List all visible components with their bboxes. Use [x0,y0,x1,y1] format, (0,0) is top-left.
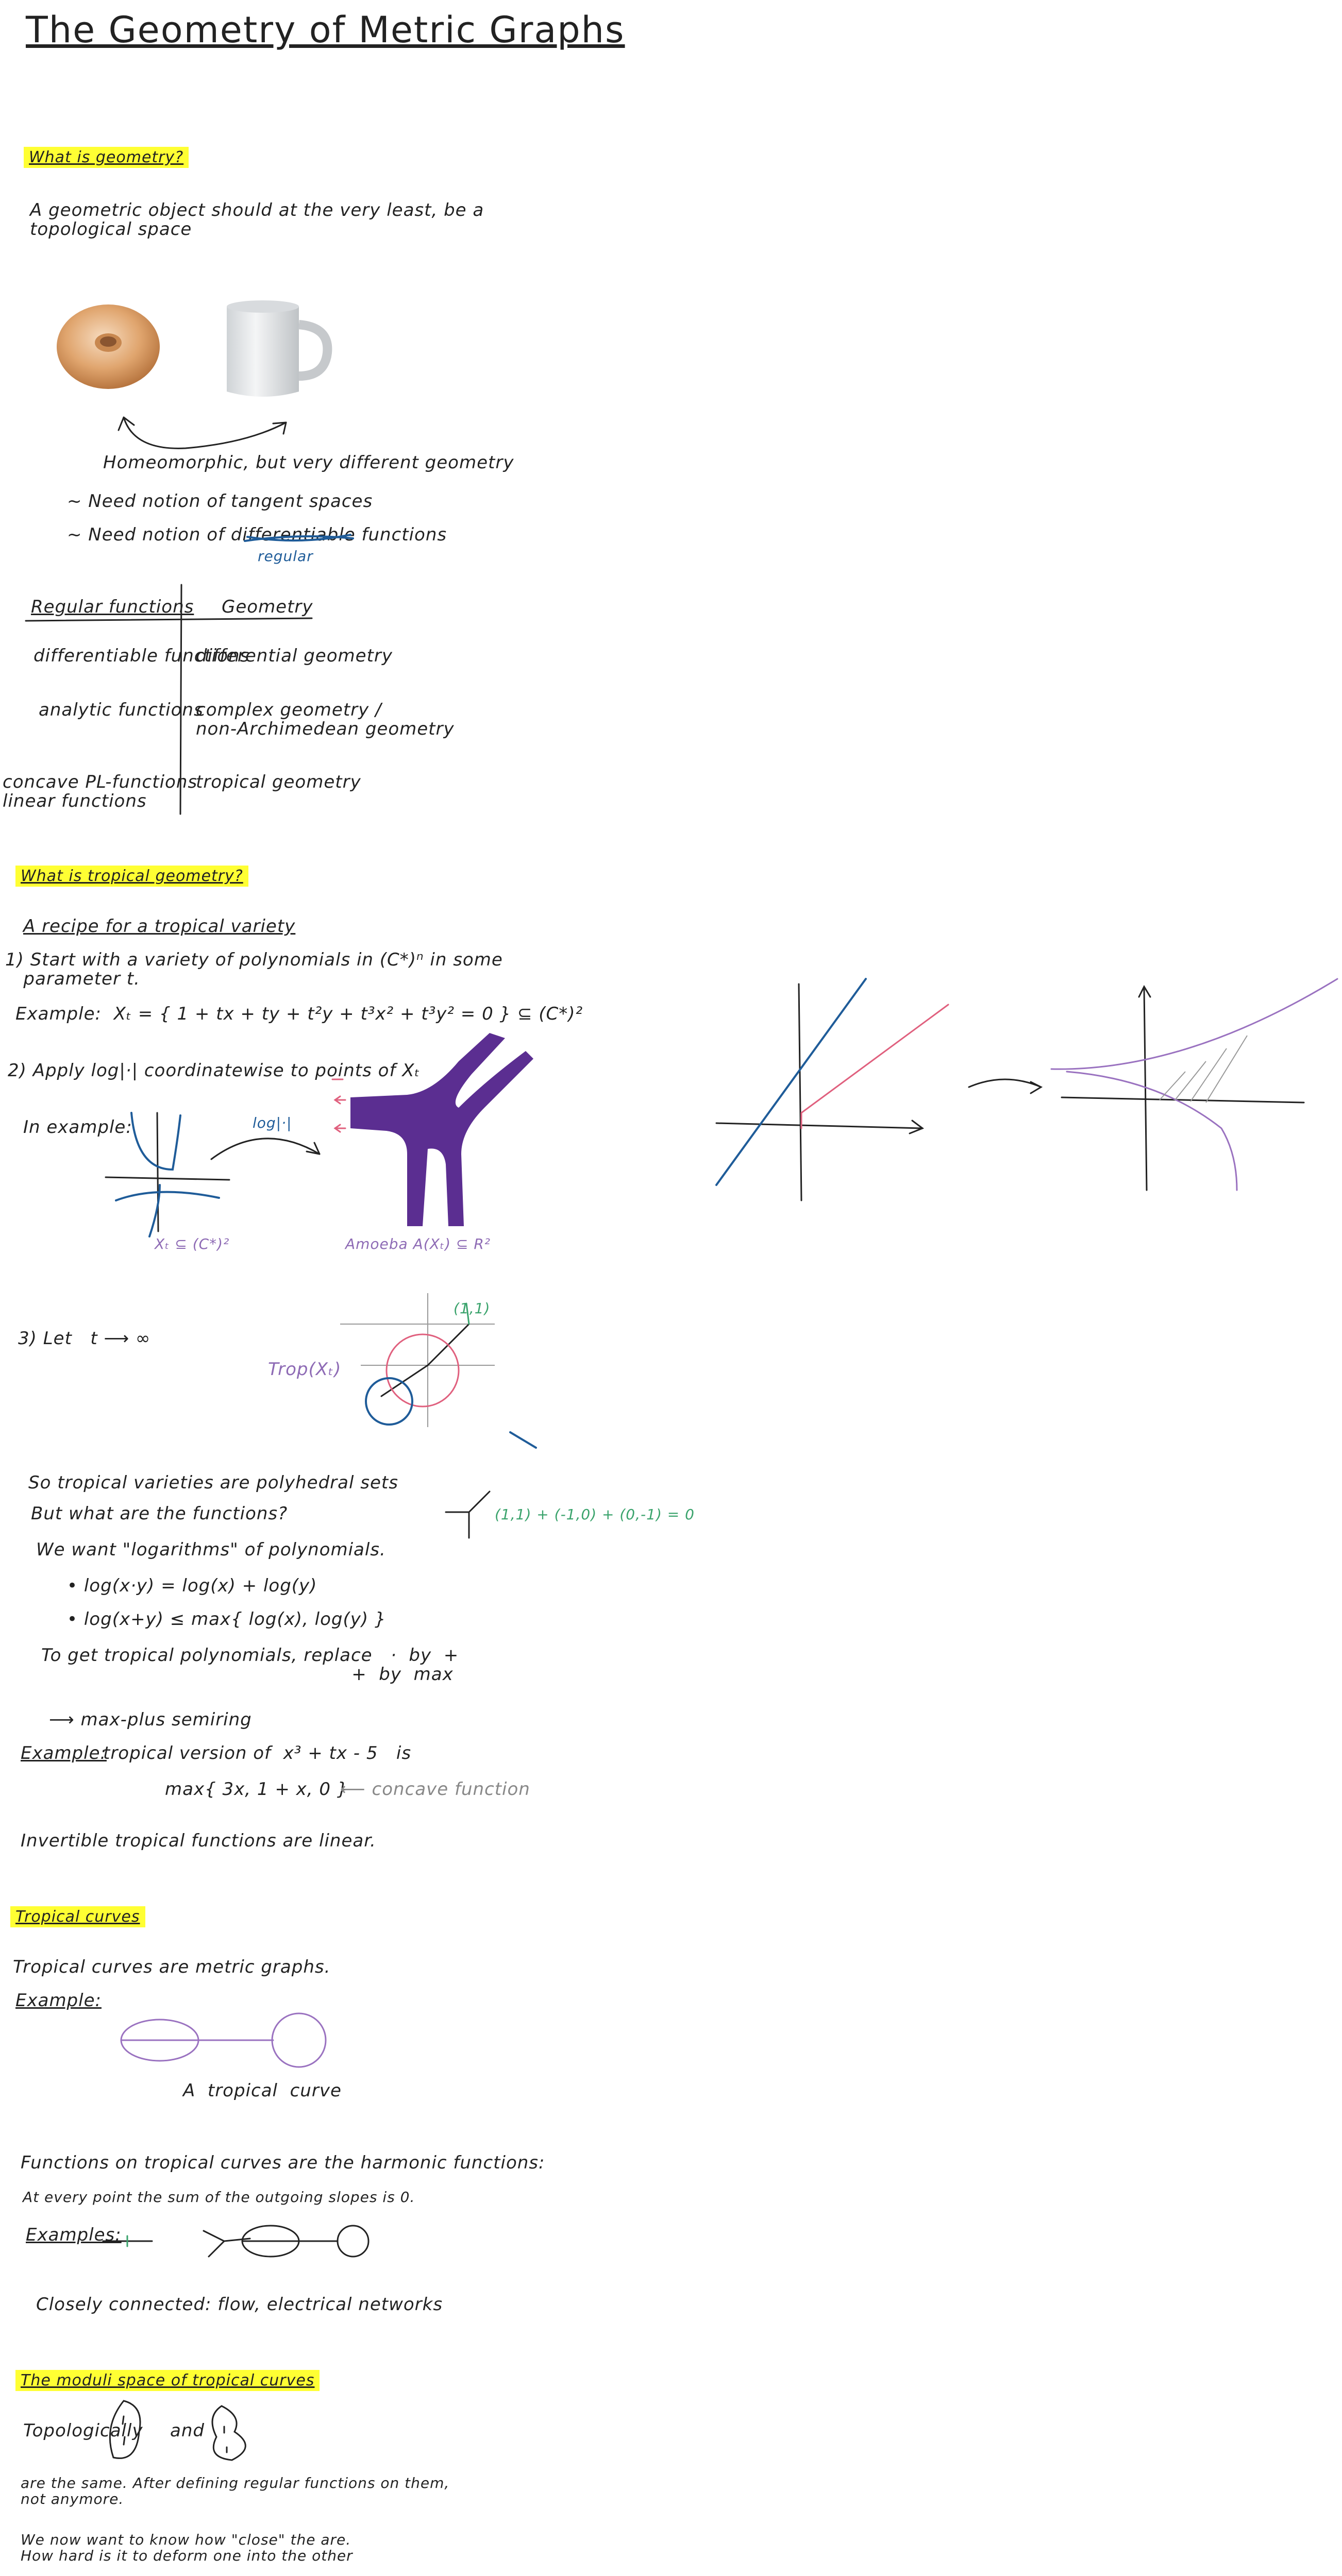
example-label: Example: [21,1743,107,1764]
table-header-geometry: Geometry [222,597,313,617]
table-row: analytic functions [39,700,204,720]
table-row: concave PL-functions linear functions [3,772,198,812]
polyhedral-text: So tropical varieties are polyhedral sets [28,1472,398,1493]
functions-question: But what are the functions? [31,1503,288,1524]
mug-image [222,299,332,402]
example-formula: Example: Xₜ = { 1 + tx + ty + t²y + t³x² + t³y² = 0 } ⊆ (C*)² [15,1004,583,1024]
trop-label: Trop(Xₜ) [268,1359,342,1380]
log-add-text: • log(x+y) ≤ max{ log(x), log(y) } [67,1609,387,1630]
concave-label: ⟵ concave function [340,1779,530,1800]
table-row: tropical geometry [196,772,361,792]
invertible-text: Invertible tropical functions are linear. [21,1831,376,1851]
metric-graphs-text: Tropical curves are metric graphs. [13,1957,331,1977]
table-row: complex geometry / non-Archimedean geometry [196,700,455,740]
trop-curve-sketch [340,1293,546,1468]
max-expression: max{ 3x, 1 + x, 0 } [165,1779,349,1800]
heading-tropical-curves: Tropical curves [10,1906,145,1927]
harmonic-examples-sketch [100,2221,461,2262]
trop-version-text: tropical version of x³ + tx - 5 is [103,1743,412,1764]
bullet-tangent: ~ Need notion of tangent spaces [67,491,373,512]
want-close-text: We now want to know how "close" the are. How hard is it to deform one into the other [21,2531,353,2564]
step1-text: 1) Start with a variety of polynomials in (C*)ⁿ in some parameter t. [5,950,503,990]
heading-moduli: The moduli space of tropical curves [15,2370,320,2391]
strike-through [242,531,356,546]
bullet-functions: ~ Need notion of differentiable functions [67,524,447,545]
want-log-text: We want "logarithms" of polynomials. [36,1539,386,1560]
outgoing-slopes-text: At every point the sum of the outgoing slopes is 0. [23,2189,415,2206]
harmonic-functions-text: Functions on tropical curves are the harmonic functions: [21,2153,545,2173]
in-example-text: In example: [23,1117,132,1138]
topologically-text: Topologically [23,2420,143,2441]
same-text: are the same. After defining regular functions on them, not anymore. [21,2475,450,2507]
step3-text: 3) Let t ⟶ ∞ [18,1328,151,1349]
page-title: The Geometry of Metric Graphs [26,9,625,51]
and-text: and [170,2420,205,2441]
tropical-curve-sketch [113,2012,330,2079]
homeo-text: Homeomorphic, but very different geometry [103,452,514,473]
amoeba-label: Amoeba A(Xₜ) ⊆ R² [345,1235,491,1252]
recipe-text: A recipe for a tropical variety [23,916,296,937]
amoeba-shape [330,1030,536,1236]
log-label: log|·| [253,1114,292,1131]
step2-text: 2) Apply log|·| coordinatewise to points of Xₜ [8,1060,421,1081]
balance-label: (1,1) + (-1,0) + (0,-1) = 0 [495,1506,695,1523]
heading-tropical-geometry: What is tropical geometry? [15,866,248,887]
intro-text: A geometric object should at the very least, be a topological space [30,200,484,240]
table-row: differential geometry [196,646,393,666]
heading-what-is-geometry: What is geometry? [24,147,189,168]
donut-image [54,301,162,392]
maxplus-text: ⟶ max-plus semiring [49,1709,252,1730]
xt-label: Xₜ ⊆ (C*)² [155,1235,230,1252]
examples-label: Examples: [26,2225,122,2245]
table-header-regular: Regular functions [31,597,194,617]
a-tropical-curve: A tropical curve [183,2080,342,2101]
limit-sketch [711,974,1340,1190]
table-row: differentiable functions [33,646,250,666]
genus-sketch [103,2396,309,2468]
example-label-2: Example: [15,1990,102,2011]
balance-sketch [443,1484,495,1540]
regular-correction: regular [258,548,313,565]
get-poly-text: To get tropical polynomials, replace · by + + by max [41,1645,459,1685]
direction-label: (1,1) [454,1300,491,1317]
closely-connected-text: Closely connected: flow, electrical networks [36,2294,443,2315]
log-mult-text: • log(x·y) = log(x) + log(y) [67,1575,317,1596]
